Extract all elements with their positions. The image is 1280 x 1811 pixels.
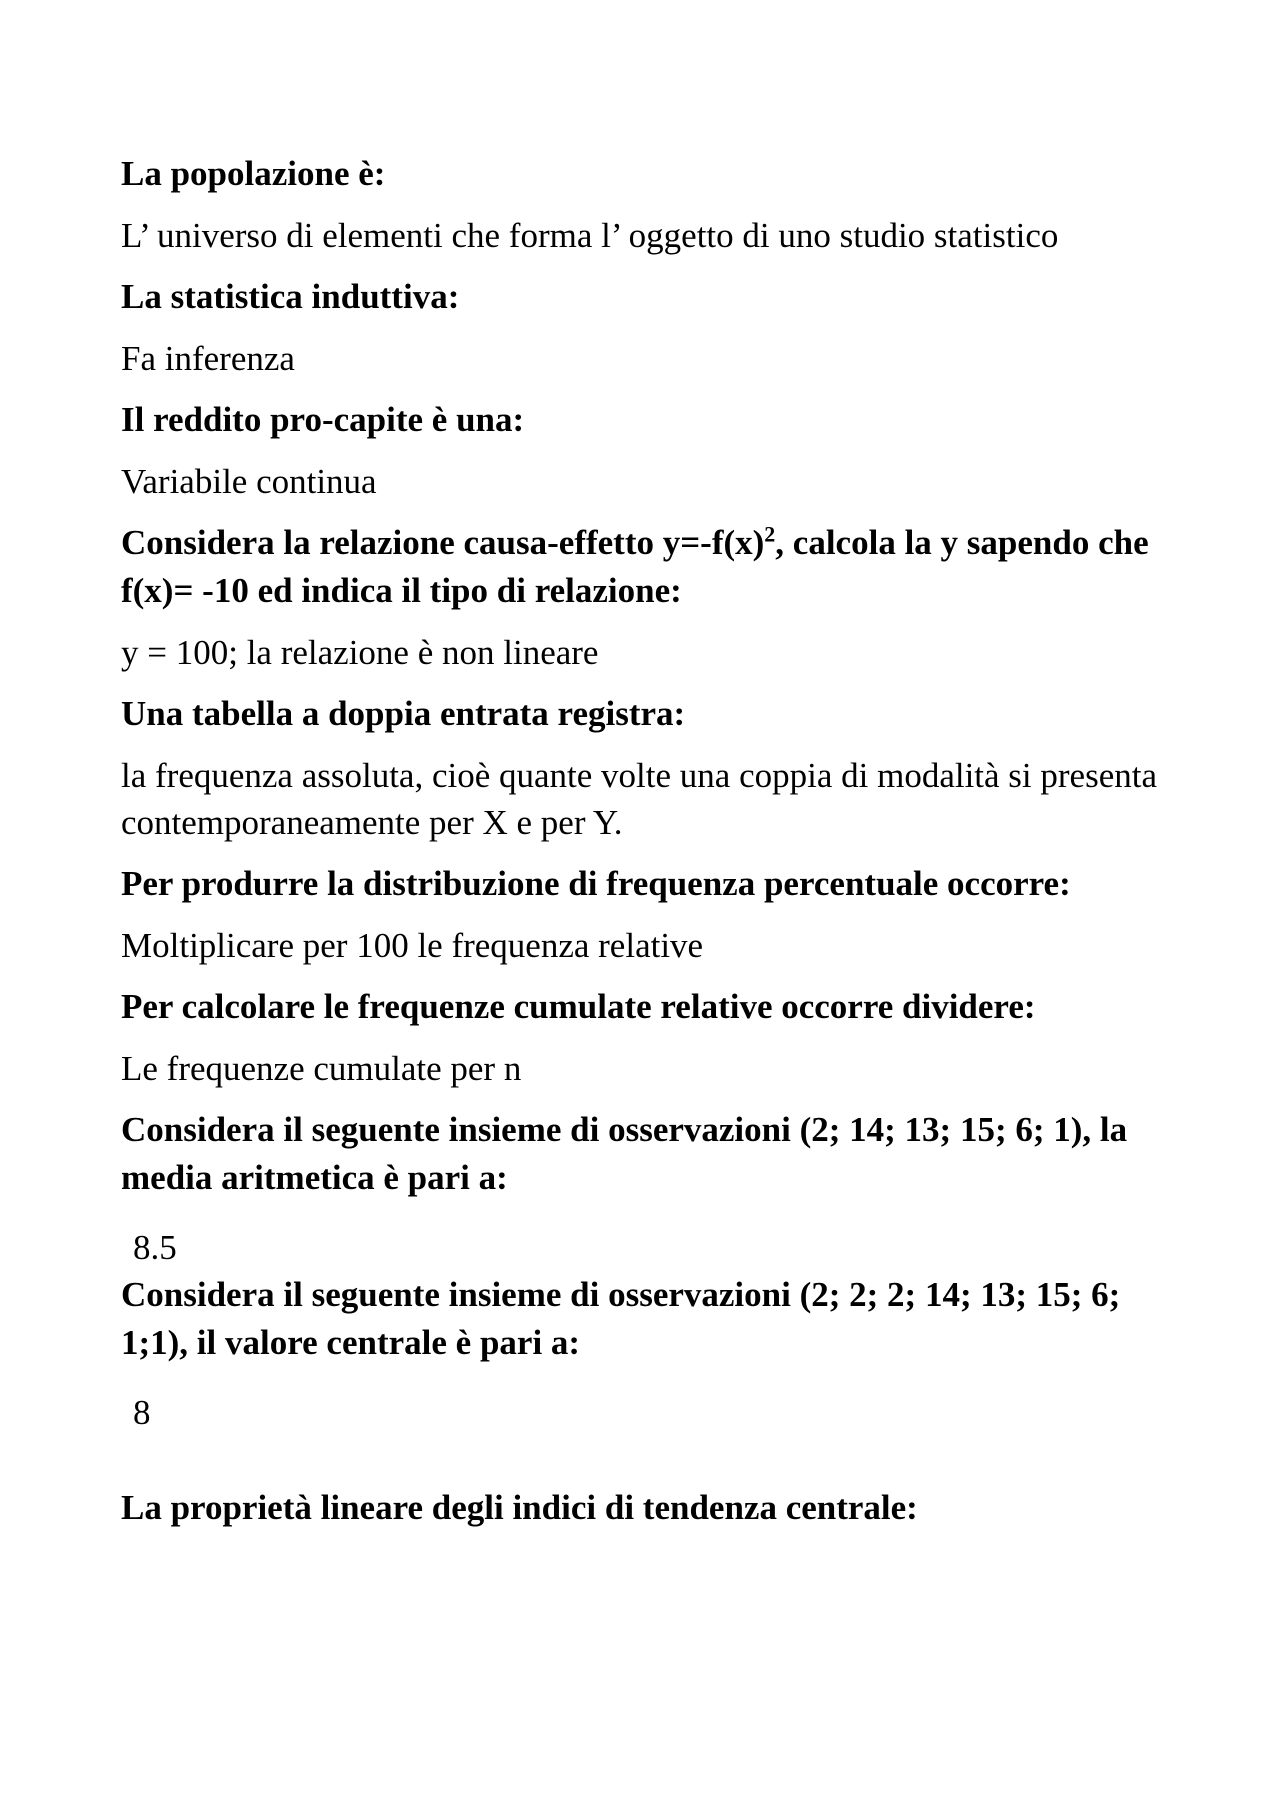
- question-6: Per produrre la distribuzione di frequenza percentuale occorre:: [121, 864, 1071, 903]
- question-4-part2: , calcola la y sapendo che f(x)= -10 ed indica il tipo di relazione:: [121, 523, 1149, 610]
- answer-2: Fa inferenza: [121, 339, 295, 378]
- document-page: [121, 150, 1161, 1532]
- question-4: [121, 519, 1161, 615]
- answer-6: Moltiplicare per 100 le frequenza relative: [121, 926, 704, 965]
- answer-5: la frequenza assoluta, cioè quante volte una coppia di modalità si presenta contemporaneamente per X e per Y.: [121, 756, 1158, 842]
- question-4-superscript: 2: [764, 521, 776, 547]
- answer-8: 8.5: [133, 1228, 177, 1267]
- question-5: Una tabella a doppia entrata registra:: [121, 694, 686, 733]
- question-3: Il reddito pro-capite è una:: [121, 400, 525, 439]
- question-2: La statistica induttiva:: [121, 277, 460, 316]
- question-7: Per calcolare le frequenze cumulate relative occorre dividere:: [121, 987, 1036, 1026]
- question-9: Considera il seguente insieme di osservazioni (2; 2; 2; 14; 13; 15; 6; 1;1), il valore centrale è pari a:: [121, 1275, 1121, 1362]
- question-10: La proprietà lineare degli indici di tendenza centrale:: [121, 1488, 918, 1527]
- answer-1: L’ universo di elementi che forma l’ oggetto di uno studio statistico: [121, 216, 1059, 255]
- question-1: La popolazione è:: [121, 154, 386, 193]
- answer-7: Le frequenze cumulate per n: [121, 1049, 522, 1088]
- answer-3: Variabile continua: [121, 462, 377, 501]
- question-4-part1: Considera la relazione causa-effetto y=-f(x): [121, 523, 765, 562]
- answer-4: y = 100; la relazione è non lineare: [121, 633, 599, 672]
- question-8: Considera il seguente insieme di osservazioni (2; 14; 13; 15; 6; 1), la media aritmetica è pari a:: [121, 1110, 1128, 1197]
- answer-9: 8: [133, 1393, 151, 1432]
